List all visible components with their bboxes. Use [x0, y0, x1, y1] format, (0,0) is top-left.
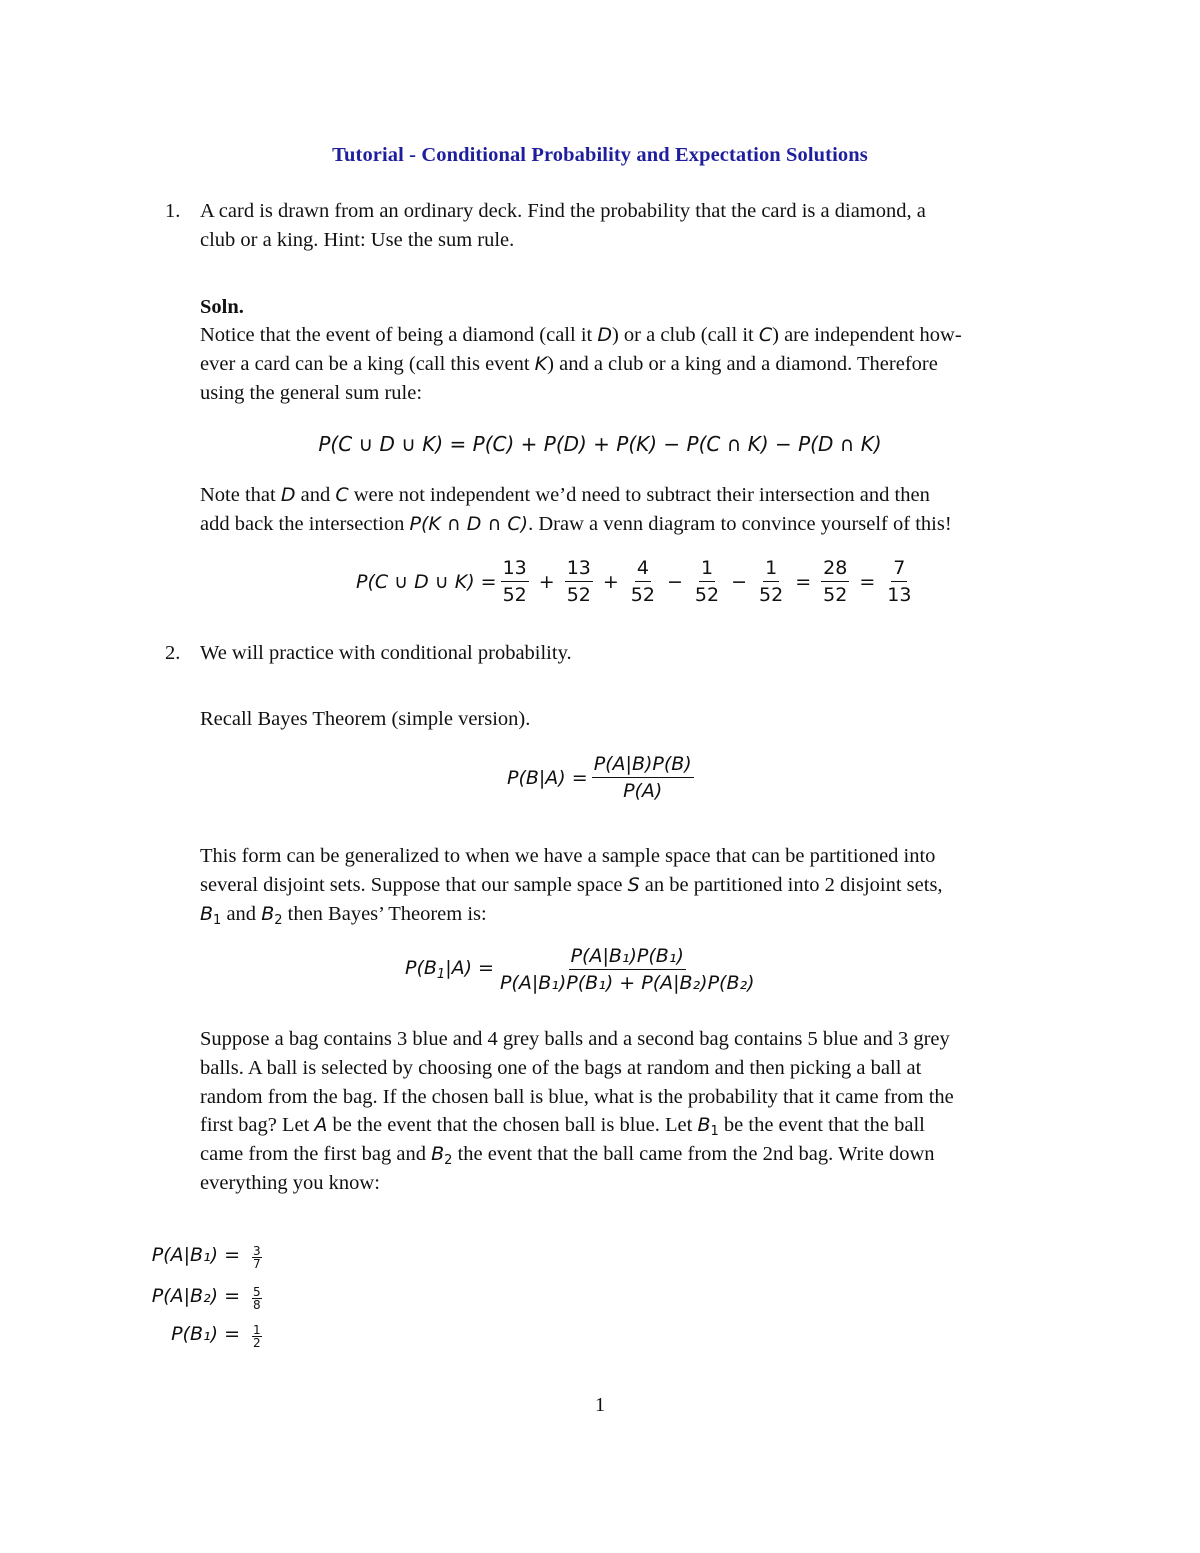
text-span: and: [226, 903, 257, 925]
fraction-denominator: 2: [253, 1336, 261, 1350]
fraction-denominator: 8: [253, 1298, 261, 1312]
math-A: A: [314, 1114, 328, 1136]
fraction-denominator: 52: [694, 584, 720, 606]
problem-line3: random from the bag. If the chosen ball is blue, what is the probability that it came from the: [200, 1086, 954, 1108]
subscript: 1: [710, 1124, 719, 1139]
fraction-denominator: 52: [566, 584, 591, 606]
fraction-denominator: 52: [630, 584, 655, 606]
text-span: several disjoint sets. Suppose that our sample space: [200, 874, 623, 896]
question-1-text-line1: A card is drawn from an ordinary deck. Find the probability that the card is a diamond, a: [200, 200, 926, 222]
question-2-intro: We will practice with conditional probability.: [200, 642, 572, 664]
math-intersection: P(K ∩ D ∩ C): [409, 513, 529, 535]
known-probability-row: [171, 1323, 240, 1345]
page-title: Tutorial - Conditional Probability and Expectation Solutions: [332, 144, 868, 166]
bayes-fraction: [592, 752, 694, 803]
operator: +: [538, 570, 555, 593]
question-2-number: 2.: [165, 642, 181, 664]
note-line1: [200, 484, 930, 507]
problem-line2: balls. A ball is selected by choosing one of the bags at random and then picking a ball at: [200, 1057, 922, 1079]
math-C: C: [335, 484, 349, 506]
text-span: add back the intersection: [200, 513, 405, 535]
fraction: [821, 556, 849, 607]
operator: =: [859, 570, 876, 593]
fraction-numerator: 1: [253, 1323, 261, 1337]
math-B: B: [431, 1143, 445, 1165]
lhs-part: |A) =: [445, 957, 494, 979]
known-fraction: [252, 1286, 262, 1311]
generalization-line1: This form can be generalized to when we have a sample space that can be partitioned into: [200, 845, 936, 867]
known-lhs: P(A|B₁) =: [151, 1244, 240, 1266]
math-S: S: [627, 874, 640, 896]
page-number: 1: [594, 1394, 606, 1416]
fraction-denominator: 7: [253, 1257, 261, 1271]
equation-lhs: P(C ∪ D ∪ K) =: [356, 570, 497, 593]
fraction: [693, 556, 721, 607]
probability-calculation-equation: [356, 556, 917, 607]
math-D: D: [597, 324, 612, 346]
fraction-numerator: 7: [891, 556, 907, 582]
math-B: B: [697, 1114, 711, 1136]
text-span: Note that: [200, 484, 276, 506]
bayes-general-fraction: [498, 944, 757, 995]
operator: −: [666, 570, 683, 593]
text-span: came from the first bag and: [200, 1143, 426, 1165]
problem-line6: everything you know:: [200, 1172, 380, 1194]
known-fraction: [252, 1245, 262, 1270]
fraction-denominator: 52: [759, 584, 784, 606]
problem-line4: [200, 1114, 925, 1139]
recall-bayes-text: Recall Bayes Theorem (simple version).: [200, 708, 531, 730]
question-1-number: 1.: [165, 200, 181, 222]
math-D: D: [280, 484, 296, 506]
solution-notice-line1: [200, 324, 962, 347]
fraction: [757, 556, 785, 607]
problem-line1: Suppose a bag contains 3 blue and 4 grey balls and a second bag contains 5 blue and 3 grey: [200, 1028, 950, 1050]
text-span: the event that the ball came from the 2nd bag. Write down: [457, 1143, 935, 1165]
solution-notice-line3: using the general sum rule:: [200, 382, 423, 404]
known-fraction: [252, 1324, 262, 1349]
text-span: Notice that the event of being a diamond (call it: [200, 324, 593, 346]
equation-lhs: P(B|A) =: [507, 766, 588, 789]
subscript: 1: [436, 967, 446, 982]
fraction-denominator: 52: [823, 584, 848, 606]
math-B: B: [261, 903, 275, 925]
text-span: ) and a club or a king and a diamond. Therefore: [547, 353, 938, 375]
text-span: and: [300, 484, 331, 506]
generalization-line3: [200, 903, 487, 928]
fraction-denominator: P(A): [623, 780, 663, 802]
bayes-theorem-equation: [507, 752, 698, 803]
operator: +: [602, 570, 619, 593]
known-lhs: P(A|B₂) =: [151, 1285, 240, 1307]
subscript: 2: [274, 913, 283, 928]
fraction-numerator: 13: [501, 556, 529, 582]
text-span: were not independent we’d need to subtract their intersection and then: [353, 484, 930, 506]
operator: =: [795, 570, 812, 593]
sum-rule-equation: P(C ∪ D ∪ K) = P(C) + P(D) + P(K) − P(C ∩ K) − P(D ∩ K): [318, 432, 882, 456]
math-K: K: [534, 353, 548, 375]
math-C: C: [758, 324, 773, 346]
text-span: . Draw a venn diagram to convince yourself of this!: [528, 513, 952, 535]
fraction-numerator: P(A|B)P(B): [592, 752, 694, 778]
known-lhs: P(B₁) =: [171, 1323, 240, 1345]
text-span: first bag? Let: [200, 1114, 310, 1136]
fraction: [629, 556, 657, 607]
fraction-numerator: 3: [253, 1244, 261, 1258]
math-B: B: [200, 903, 214, 925]
fraction: [565, 556, 593, 607]
equation-lhs: [405, 957, 494, 982]
text-span: ) or a club (call it: [611, 324, 754, 346]
operator: −: [731, 570, 748, 593]
bayes-general-equation: [405, 944, 761, 995]
fraction-denominator: P(A|B₁)P(B₁) + P(A|B₂)P(B₂): [499, 972, 755, 994]
text-span: ever a card can be a king (call this event: [200, 353, 530, 375]
subscript: 1: [213, 913, 222, 928]
question-1-text-line2: club or a king. Hint: Use the sum rule.: [200, 229, 515, 251]
text-span: ) are independent how-: [772, 324, 962, 346]
problem-line5: [200, 1143, 935, 1168]
fraction-numerator: 5: [253, 1285, 261, 1299]
text-span: then Bayes’ Theorem is:: [287, 903, 487, 925]
known-probability-row: [152, 1285, 240, 1307]
fraction-denominator: 52: [502, 584, 527, 606]
fraction-numerator: 1: [763, 556, 779, 582]
fraction-numerator: P(A|B₁)P(B₁): [569, 944, 686, 970]
text-span: an be partitioned into 2 disjoint sets,: [644, 874, 943, 896]
solution-notice-line2: [200, 353, 938, 376]
note-line2: [200, 513, 952, 536]
solution-label: Soln.: [200, 296, 244, 318]
generalization-line2: [200, 874, 943, 897]
fraction: [501, 556, 529, 607]
fraction-numerator: 4: [635, 556, 651, 582]
text-span: be the event that the chosen ball is blue. Let: [332, 1114, 693, 1136]
text-span: be the event that the ball: [723, 1114, 925, 1136]
fraction-numerator: 1: [699, 556, 715, 582]
fraction-denominator: 13: [887, 584, 912, 606]
fraction-numerator: 13: [565, 556, 593, 582]
fraction: [885, 556, 913, 607]
lhs-part: P(B: [405, 957, 437, 979]
fraction-numerator: 28: [821, 556, 849, 582]
subscript: 2: [444, 1153, 453, 1168]
known-probability-row: [152, 1244, 240, 1266]
